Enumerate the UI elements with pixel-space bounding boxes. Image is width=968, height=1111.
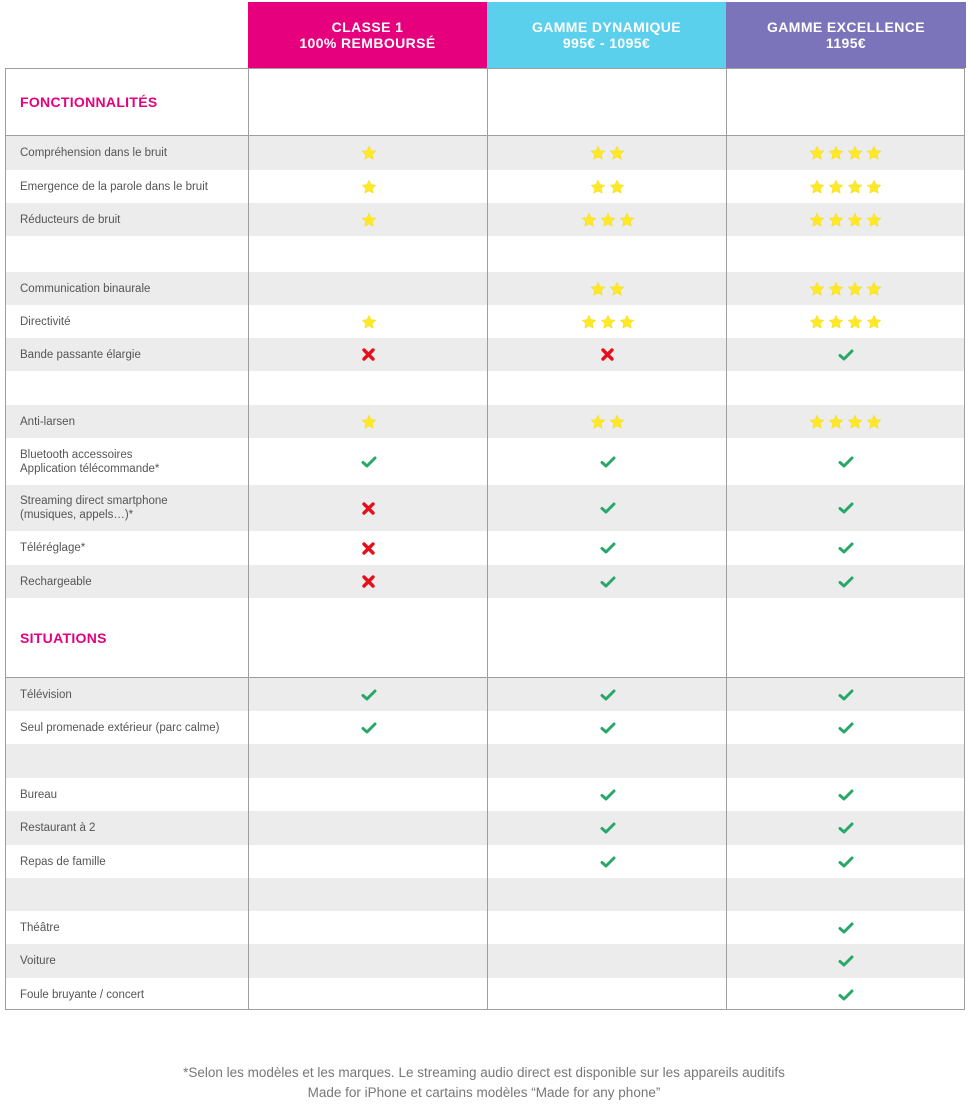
star-icon bbox=[866, 179, 882, 195]
value-cell bbox=[727, 678, 964, 711]
check-mark bbox=[600, 721, 616, 735]
star-icon bbox=[581, 314, 597, 330]
value-cell bbox=[249, 338, 488, 371]
table-row bbox=[6, 944, 964, 978]
section-row bbox=[6, 69, 964, 136]
check-mark bbox=[600, 541, 616, 555]
check-mark bbox=[361, 721, 377, 735]
check-icon bbox=[600, 501, 616, 515]
star-rating bbox=[590, 179, 625, 195]
value-cell bbox=[727, 778, 964, 811]
check-mark bbox=[838, 721, 854, 735]
row-label: Voiture bbox=[20, 955, 56, 967]
table-row bbox=[6, 485, 964, 531]
cross-mark bbox=[361, 574, 376, 589]
star-icon bbox=[847, 281, 863, 297]
value-cell bbox=[488, 678, 727, 711]
value-cell bbox=[727, 811, 964, 845]
value-cell bbox=[488, 911, 727, 944]
star-icon bbox=[847, 314, 863, 330]
cross-mark bbox=[361, 347, 376, 362]
header-gamme-dynamique bbox=[487, 2, 726, 68]
value-cell bbox=[488, 272, 727, 305]
star-rating bbox=[361, 414, 377, 430]
row-label: Directivité bbox=[20, 315, 71, 328]
star-rating bbox=[361, 179, 377, 195]
star-icon bbox=[809, 281, 825, 297]
value-cell bbox=[488, 203, 727, 236]
section-row bbox=[6, 598, 964, 678]
check-mark bbox=[838, 501, 854, 515]
value-cell bbox=[727, 911, 964, 944]
check-icon bbox=[600, 575, 616, 589]
column-divider bbox=[487, 69, 488, 1009]
star-icon bbox=[828, 179, 844, 195]
row-label: Emergence de la parole dans le bruit bbox=[20, 180, 208, 193]
value-cell bbox=[727, 405, 964, 438]
star-icon bbox=[828, 145, 844, 161]
star-icon bbox=[847, 414, 863, 430]
star-icon bbox=[619, 212, 635, 228]
footnote-line-1: *Selon les modèles et les marques. Le streaming audio direct est disponible sur les appareils auditifs bbox=[183, 1065, 785, 1080]
value-cell bbox=[727, 272, 964, 305]
row-label: Anti-larsen bbox=[20, 415, 75, 428]
star-icon bbox=[809, 414, 825, 430]
check-icon bbox=[838, 988, 854, 1002]
check-icon bbox=[838, 348, 854, 362]
footnote bbox=[0, 1063, 968, 1103]
value-cell bbox=[249, 203, 488, 236]
star-rating bbox=[361, 212, 377, 228]
row-label: Téléréglage* bbox=[20, 542, 86, 554]
star-rating bbox=[809, 314, 882, 330]
cross-mark bbox=[600, 347, 615, 362]
check-mark bbox=[600, 575, 616, 589]
header-gamme-excellence-title: GAMME EXCELLENCE bbox=[766, 19, 926, 35]
star-rating bbox=[361, 145, 377, 161]
spacer-row bbox=[6, 744, 964, 778]
star-icon bbox=[828, 281, 844, 297]
cross-icon bbox=[361, 347, 376, 362]
row-label: Bande passante élargie bbox=[20, 348, 141, 361]
check-icon bbox=[838, 788, 854, 802]
cross-mark bbox=[361, 501, 376, 516]
star-rating bbox=[590, 145, 625, 161]
value-cell bbox=[488, 711, 727, 744]
star-icon bbox=[590, 145, 606, 161]
check-mark bbox=[838, 348, 854, 362]
check-icon bbox=[600, 821, 616, 835]
star-icon bbox=[847, 212, 863, 228]
star-rating bbox=[809, 179, 882, 195]
star-rating bbox=[809, 212, 882, 228]
row-label: Repas de famille bbox=[20, 855, 106, 868]
spacer-row bbox=[6, 878, 964, 911]
check-mark bbox=[838, 821, 854, 835]
value-cell bbox=[249, 565, 488, 598]
check-icon bbox=[838, 575, 854, 589]
section-title: SITUATIONS bbox=[20, 629, 107, 646]
check-mark bbox=[838, 988, 854, 1002]
value-cell bbox=[488, 565, 727, 598]
value-cell bbox=[249, 845, 488, 878]
check-mark bbox=[838, 455, 854, 469]
row-label: Seul promenade extérieur (parc calme) bbox=[20, 721, 220, 734]
table-row bbox=[6, 272, 964, 305]
check-mark bbox=[838, 855, 854, 869]
star-icon bbox=[600, 314, 616, 330]
value-cell bbox=[727, 338, 964, 371]
star-icon bbox=[361, 314, 377, 330]
star-rating bbox=[590, 414, 625, 430]
value-cell bbox=[249, 711, 488, 744]
check-icon bbox=[600, 688, 616, 702]
value-cell bbox=[727, 711, 964, 744]
star-icon bbox=[828, 314, 844, 330]
star-rating bbox=[590, 281, 625, 297]
star-icon bbox=[619, 314, 635, 330]
header-gamme-dynamique-price: 995€ - 1095€ bbox=[562, 35, 651, 51]
row-label: Théâtre bbox=[20, 921, 60, 934]
comparison-table bbox=[5, 68, 965, 1010]
row-label: Streaming direct smartphone (musiques, appels…)* bbox=[20, 495, 168, 521]
value-cell bbox=[727, 170, 964, 203]
value-cell bbox=[488, 778, 727, 811]
check-mark bbox=[838, 541, 854, 555]
row-label: Rechargeable bbox=[20, 575, 92, 588]
value-cell bbox=[727, 203, 964, 236]
table-row bbox=[6, 845, 964, 878]
table-row bbox=[6, 978, 964, 1010]
row-label: Communication binaurale bbox=[20, 282, 151, 295]
check-mark bbox=[600, 855, 616, 869]
star-icon bbox=[866, 314, 882, 330]
value-cell bbox=[249, 944, 488, 978]
table-row bbox=[6, 678, 964, 711]
row-label: Télévision bbox=[20, 688, 72, 701]
check-icon bbox=[838, 921, 854, 935]
star-icon bbox=[609, 414, 625, 430]
value-cell bbox=[488, 978, 727, 1010]
star-icon bbox=[809, 212, 825, 228]
star-icon bbox=[609, 179, 625, 195]
table-row bbox=[6, 438, 964, 485]
header-gamme-excellence-price: 1195€ bbox=[825, 35, 867, 51]
check-mark bbox=[838, 788, 854, 802]
star-icon bbox=[600, 212, 616, 228]
star-rating bbox=[809, 145, 882, 161]
check-icon bbox=[838, 501, 854, 515]
check-mark bbox=[361, 455, 377, 469]
check-mark bbox=[600, 455, 616, 469]
value-cell bbox=[727, 136, 964, 170]
check-icon bbox=[838, 821, 854, 835]
cross-icon bbox=[600, 347, 615, 362]
table-row bbox=[6, 170, 964, 203]
column-divider bbox=[248, 69, 249, 1009]
value-cell bbox=[488, 305, 727, 338]
table-row bbox=[6, 405, 964, 438]
check-mark bbox=[838, 954, 854, 968]
value-cell bbox=[727, 531, 964, 565]
footnote-line-2: Made for iPhone et cartains modèles “Made for any phone” bbox=[307, 1085, 661, 1100]
star-rating bbox=[581, 314, 635, 330]
star-icon bbox=[609, 281, 625, 297]
column-divider bbox=[726, 69, 727, 1009]
cross-mark bbox=[361, 541, 376, 556]
check-mark bbox=[838, 688, 854, 702]
value-cell bbox=[488, 944, 727, 978]
star-rating bbox=[809, 281, 882, 297]
row-label: Bluetooth accessoires Application télécommande* bbox=[20, 448, 160, 475]
check-mark bbox=[600, 788, 616, 802]
value-cell bbox=[249, 272, 488, 305]
value-cell bbox=[249, 911, 488, 944]
check-icon bbox=[600, 541, 616, 555]
cross-icon bbox=[361, 574, 376, 589]
value-cell bbox=[488, 811, 727, 845]
star-icon bbox=[866, 145, 882, 161]
value-cell bbox=[488, 136, 727, 170]
check-mark bbox=[838, 921, 854, 935]
star-icon bbox=[361, 212, 377, 228]
header-classe-1-title: CLASSE 1 bbox=[331, 19, 404, 35]
table-row bbox=[6, 565, 964, 598]
star-rating bbox=[809, 414, 882, 430]
spacer-row bbox=[6, 236, 964, 272]
value-cell bbox=[488, 438, 727, 485]
table-row bbox=[6, 778, 964, 811]
value-cell bbox=[488, 845, 727, 878]
star-icon bbox=[809, 314, 825, 330]
value-cell bbox=[727, 565, 964, 598]
value-cell bbox=[249, 531, 488, 565]
star-icon bbox=[590, 414, 606, 430]
star-icon bbox=[590, 281, 606, 297]
check-icon bbox=[600, 721, 616, 735]
spacer-row bbox=[6, 371, 964, 405]
value-cell bbox=[488, 338, 727, 371]
star-rating bbox=[581, 212, 635, 228]
star-icon bbox=[361, 145, 377, 161]
value-cell bbox=[249, 305, 488, 338]
cross-icon bbox=[361, 541, 376, 556]
check-icon bbox=[838, 541, 854, 555]
value-cell bbox=[488, 405, 727, 438]
check-icon bbox=[361, 455, 377, 469]
row-label: Foule bruyante / concert bbox=[20, 988, 145, 1001]
value-cell bbox=[249, 170, 488, 203]
table-row bbox=[6, 911, 964, 944]
header-gamme-excellence bbox=[726, 2, 966, 68]
star-rating bbox=[361, 314, 377, 330]
star-icon bbox=[590, 179, 606, 195]
value-cell bbox=[249, 678, 488, 711]
header-classe-1 bbox=[248, 2, 487, 68]
check-mark bbox=[600, 821, 616, 835]
star-icon bbox=[866, 414, 882, 430]
star-icon bbox=[809, 179, 825, 195]
check-icon bbox=[361, 721, 377, 735]
value-cell bbox=[727, 438, 964, 485]
star-icon bbox=[361, 414, 377, 430]
section-title: FONCTIONNALITÉS bbox=[20, 94, 158, 110]
check-icon bbox=[838, 721, 854, 735]
star-icon bbox=[847, 145, 863, 161]
header-gamme-dynamique-title: GAMME DYNAMIQUE bbox=[531, 19, 682, 35]
value-cell bbox=[488, 170, 727, 203]
star-icon bbox=[828, 414, 844, 430]
star-icon bbox=[866, 281, 882, 297]
star-icon bbox=[361, 179, 377, 195]
table-row bbox=[6, 136, 964, 170]
cross-icon bbox=[361, 501, 376, 516]
star-icon bbox=[581, 212, 597, 228]
value-cell bbox=[727, 305, 964, 338]
table-row bbox=[6, 203, 964, 236]
check-icon bbox=[838, 954, 854, 968]
star-icon bbox=[828, 212, 844, 228]
value-cell bbox=[249, 778, 488, 811]
value-cell bbox=[249, 438, 488, 485]
star-icon bbox=[866, 212, 882, 228]
check-icon bbox=[838, 688, 854, 702]
table-row bbox=[6, 811, 964, 845]
table-row bbox=[6, 305, 964, 338]
value-cell bbox=[488, 531, 727, 565]
row-label: Bureau bbox=[20, 788, 58, 801]
star-icon bbox=[809, 145, 825, 161]
value-cell bbox=[249, 136, 488, 170]
value-cell bbox=[249, 978, 488, 1010]
value-cell bbox=[727, 944, 964, 978]
check-mark bbox=[600, 688, 616, 702]
table-row bbox=[6, 711, 964, 744]
check-icon bbox=[838, 855, 854, 869]
check-mark bbox=[600, 501, 616, 515]
star-icon bbox=[609, 145, 625, 161]
row-label: Compréhension dans le bruit bbox=[20, 147, 168, 159]
check-mark bbox=[838, 575, 854, 589]
star-icon bbox=[847, 179, 863, 195]
check-icon bbox=[600, 455, 616, 469]
value-cell bbox=[727, 978, 964, 1010]
check-icon bbox=[600, 855, 616, 869]
check-mark bbox=[361, 688, 377, 702]
row-label: Restaurant à 2 bbox=[20, 822, 96, 834]
value-cell bbox=[249, 811, 488, 845]
check-icon bbox=[600, 788, 616, 802]
value-cell bbox=[727, 845, 964, 878]
check-icon bbox=[838, 455, 854, 469]
row-label: Réducteurs de bruit bbox=[20, 213, 121, 226]
value-cell bbox=[727, 485, 964, 531]
header-classe-1-subtitle: 100% REMBOURSÉ bbox=[299, 35, 436, 51]
value-cell bbox=[249, 485, 488, 531]
value-cell bbox=[249, 405, 488, 438]
table-row bbox=[6, 338, 964, 371]
comparison-header bbox=[0, 2, 968, 68]
check-icon bbox=[361, 688, 377, 702]
table-row bbox=[6, 531, 964, 565]
value-cell bbox=[488, 485, 727, 531]
